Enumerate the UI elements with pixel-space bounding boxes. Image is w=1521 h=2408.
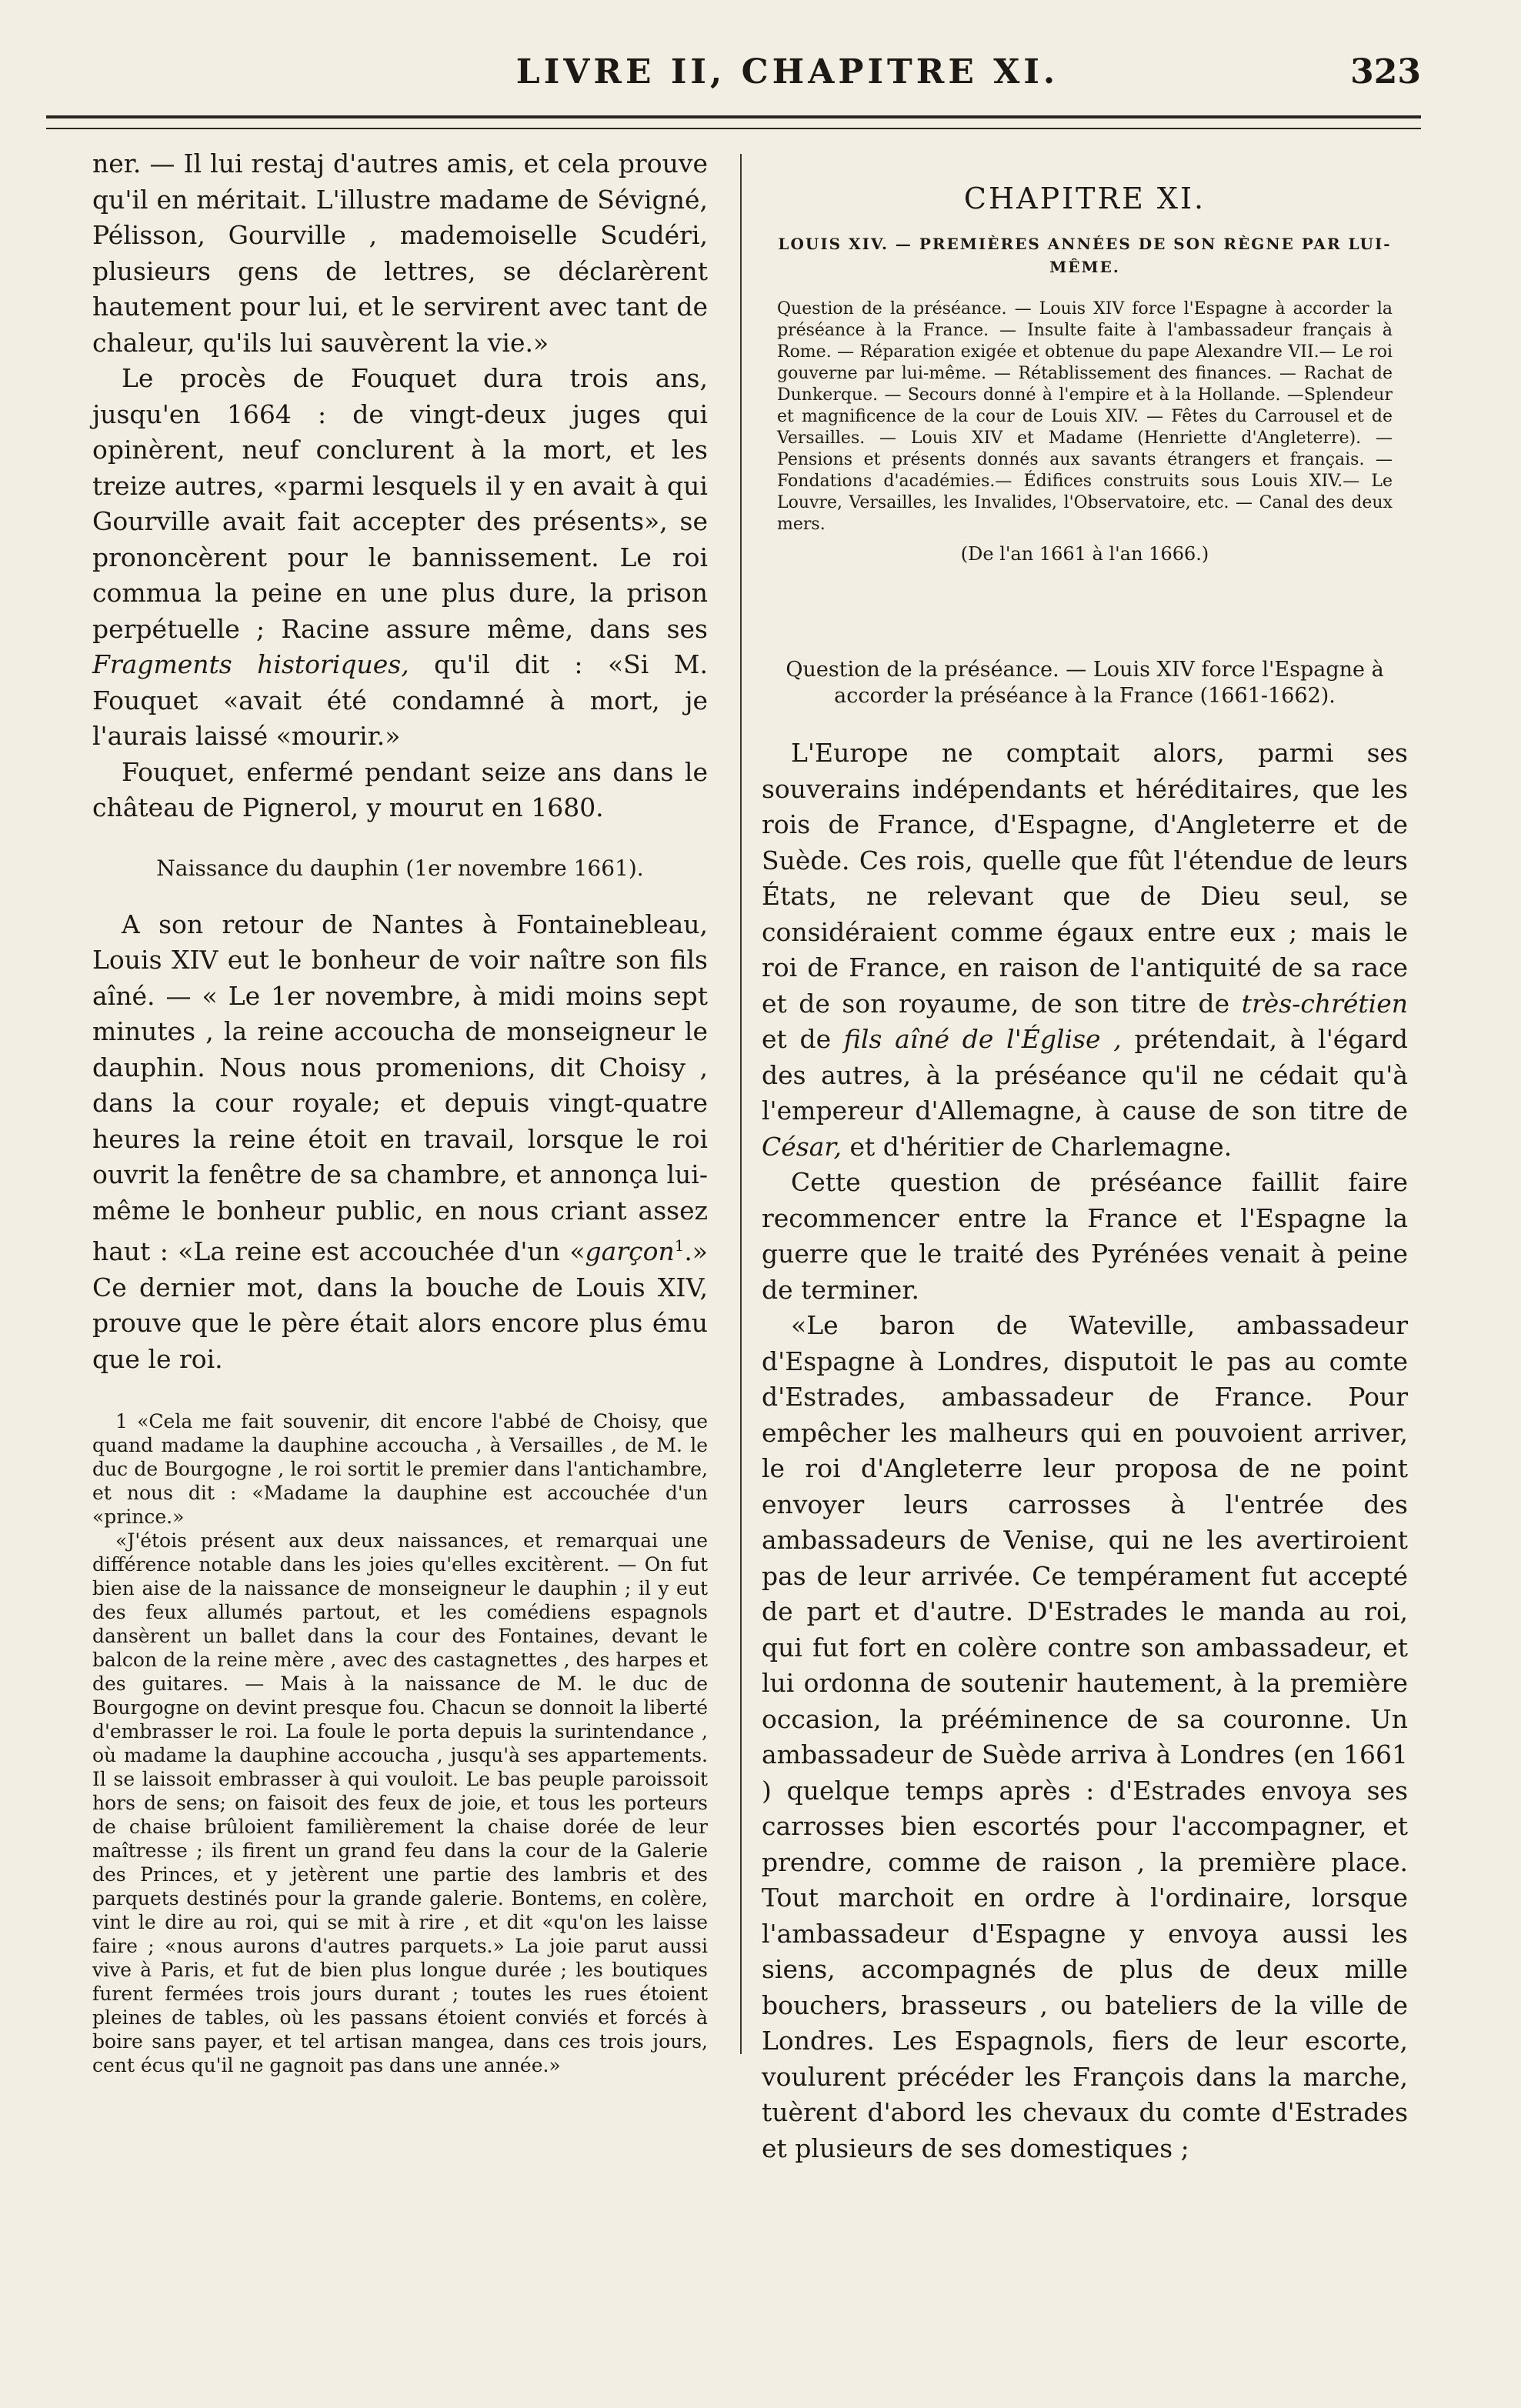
page-number: 323 xyxy=(1350,52,1421,92)
footnotes xyxy=(92,1409,708,2077)
section-heading: Question de la préséance. — Louis XIV force l'Espagne à accorder la préséance à la France (1661-1662). xyxy=(786,658,1384,708)
paragraph: «Le baron de Wateville, ambassadeur d'Espagne à Londres, disputoit le pas au comte d'Estrades, ambassadeur de France. Pour empêcher les malheurs qui en pouvoient arriver, le roi d'Angleterre leur proposa de ne point envoyer leurs carrosses à l'entrée des ambassadeurs de Venise, qui ne les avertiroient pas de leur arrivée. Ce tempérament fut accepté de part et d'autre. D'Estrades le manda au roi, qui fut fort en colère contre son ambassadeur, et lui ordonna de soutenir hautement, à la première occasion, la prééminence de sa couronne. Un ambassadeur de Suède arriva à Londres (en 1661 ) quelque temps après : d'Estrades envoya ses carrosses bien escortés pour l'accompagner, et prendre, comme de raison , la première place. Tout marchoit en ordre à l'ordinaire, lorsque l'ambassadeur d'Espagne y envoya aussi les siens, accompagnés de plus de deux mille bouchers, brasseurs , ou bateliers de la ville de Londres. Les Espagnols, fiers de leur escorte, voulurent précéder les François dans la marche, tuèrent d'abord les chevaux du comte d'Estrades et plusieurs de ses domestiques ; xyxy=(762,1310,1408,2163)
chapter-summary: Question de la préséance. — Louis XIV force l'Espagne à accorder la préséance à la France. — Insulte faite à l'ambassadeur français à Rome. — Réparation exigée et obtenue du pape Alexandre VII.— Le roi gouverne par lui-même. — Rétablissement des finances. — Rachat de Dunkerque. — Secours donné à l'empire et à la Hollande. —Splendeur et magnificence de la cour de Louis XIV. — Fêtes du Carrousel et de Versailles. — Louis XIV et Madame (Henriette d'Angleterre). — Pensions et présents donnés aux savants étrangers et français. — Fondations d'académies.— Édifices construits sous Louis XIV.— Le Louvre, Versailles, les Invalides, l'Observatoire, etc. — Canal des deux mers. xyxy=(777,299,1393,534)
text-run: .» Ce dernier mot, dans la bouche de Louis XIV, prouve que le père était alors encore plus ému que le roi. xyxy=(92,1236,708,1374)
text-run: qu'il dit : «Si M. Fouquet «avait été condamné à mort, je l'aurais laissé «mourir.» xyxy=(92,649,708,751)
left-column xyxy=(92,146,708,2077)
chapter-dates: (De l'an 1661 à l'an 1666.) xyxy=(960,543,1209,565)
footnote-ref[interactable]: 1 xyxy=(674,1237,685,1255)
column-divider xyxy=(740,154,742,2054)
chapter-subtitle: LOUIS XIV. — PREMIÈRES ANNÉES DE SON RÈGNE PAR LUI-MÊME. xyxy=(778,235,1392,276)
paragraph xyxy=(762,735,1408,1165)
right-column xyxy=(762,146,1408,2166)
section-heading: Naissance du dauphin (1er novembre 1661). xyxy=(156,855,644,881)
chapter-title: CHAPITRE XI. xyxy=(963,182,1206,215)
paragraph: Cette question de préséance faillit faire recommencer entre la France et l'Espagne la guerre que le traité des Pyrénées venait à peine de terminer. xyxy=(762,1167,1408,1305)
italic-title: Fragments historiques, xyxy=(92,649,409,679)
header-rule xyxy=(46,115,1421,129)
text-run: A son retour de Nantes à Fontainebleau, Louis XIV eut le bonheur de voir naître son fils aîné. — « Le 1er novembre, à midi moins sept minutes , la reine accoucha de monseigneur le dauphin. Nous nous promenions, dit Choisy , dans la cour royale; et depuis vingt-quatre heures la reine étoit en travail, lorsque le roi ouvrit la fenêtre de sa chambre, et annonça lui-même le bonheur public, en nous criant assez haut : «La reine est accouchée d'un « xyxy=(92,909,708,1266)
paragraph: Fouquet, enfermé pendant seize ans dans le château de Pignerol, y mourut en 1680. xyxy=(92,756,708,822)
paragraph: ner. — Il lui restaj d'autres amis, et cela prouve qu'il en méritait. L'illustre madame de Sévigné, Pélisson, Gourville , mademoiselle Scudéri, plusieurs gens de lettres, se déclarèrent hautement pour lui, et le servirent avec tant de chaleur, qu'ils lui sauvèrent la vie.» xyxy=(92,148,708,358)
running-title: LIVRE II, CHAPITRE XI. xyxy=(515,52,1059,92)
paragraph xyxy=(92,907,708,1378)
text-run: L'Europe ne comptait alors, parmi ses souverains indépendants et héréditaires, que les rois de France, d'Espagne, d'Angleterre et de Suède. Ces rois, quelle que fût l'étendue de leurs États, ne relevant que de Dieu seul, se considéraient comme égaux entre eux ; mais le roi de France, en raison de l'antiquité de sa race et de son royaume, de son titre de xyxy=(762,738,1408,1019)
text-run: prétendait, à l'égard des autres, à la préséance qu'il ne cédait qu'à l'empereur d'Allemagne, à cause de son titre de xyxy=(762,1024,1408,1126)
text-run: et d'héritier de Charlemagne. xyxy=(849,1131,1232,1162)
text-run: Le procès de Fouquet dura trois ans, jusqu'en 1664 : de vingt-deux juges qui opinèrent, neuf conclurent à la mort, et les treize autres, «parmi lesquels il y en avait à qui Gourville avait fait accepter des présents», se prononcèrent pour le bannissement. Le roi commua la peine en une plus dure, la prison perpétuelle ; Racine assure même, dans ses xyxy=(92,363,708,644)
footnote: «J'étois présent aux deux naissances, et remarquai une différence notable dans les joies qu'elles excitèrent. — On fut bien aise de la naissance de monseigneur le dauphin ; il y eut des feux allumés partout, et les comédiens espagnols dansèrent un ballet dans la cour des Fontaines, devant le balcon de la reine mère , avec des castagnettes , des harpes et des guitares. — Mais à la naissance de M. le duc de Bourgogne on devint presque fou. Chacun se donnoit la liberté d'embrasser le roi. La foule le porta depuis la surintendance , où madame la dauphine accoucha , jusqu'à ses appartements. Il se laissoit embrasser à qui vouloit. Le bas peuple paroissoit hors de sens; on faisoit des feux de joie, et tous les porteurs de chaise brûloient familièrement la chaise dorée de leur maîtresse ; ils firent un grand feu dans la cour de la Galerie des Princes, et y jetèrent une partie des lambris et des parquets destinés pour la grande galerie. Bontems, en colère, vint le dire au roi, qui se mit à rire , et dit «qu'on les laisse faire ; «nous aurons d'autres parquets.» La joie parut aussi vive à Paris, et fut de bien plus longue durée ; les boutiques furent fermées trois jours durant ; toutes les rues étoient pleines de tables, où les passans étoient conviés et forcés à boire sans payer, et tel artisan mangea, dans ces trois jours, cent écus qu'il ne gagnoit pas dans une année.» xyxy=(92,1529,708,2076)
page-header xyxy=(154,46,1421,108)
italic-word: garçon xyxy=(585,1236,675,1266)
italic-word: fils aîné de l'Église , xyxy=(843,1024,1122,1054)
italic-word: César, xyxy=(762,1131,842,1162)
text-run: et de xyxy=(762,1024,832,1054)
footnote: 1 «Cela me fait souvenir, dit encore l'abbé de Choisy, que quand madame la dauphine accoucha , à Versailles , de M. le duc de Bourgogne , le roi sortit le premier dans l'antichambre, et nous dit : «Madame la dauphine est accouchée d'un «prince.» xyxy=(92,1410,708,1528)
paragraph xyxy=(92,361,708,755)
italic-word: très-chrétien xyxy=(1241,988,1408,1019)
